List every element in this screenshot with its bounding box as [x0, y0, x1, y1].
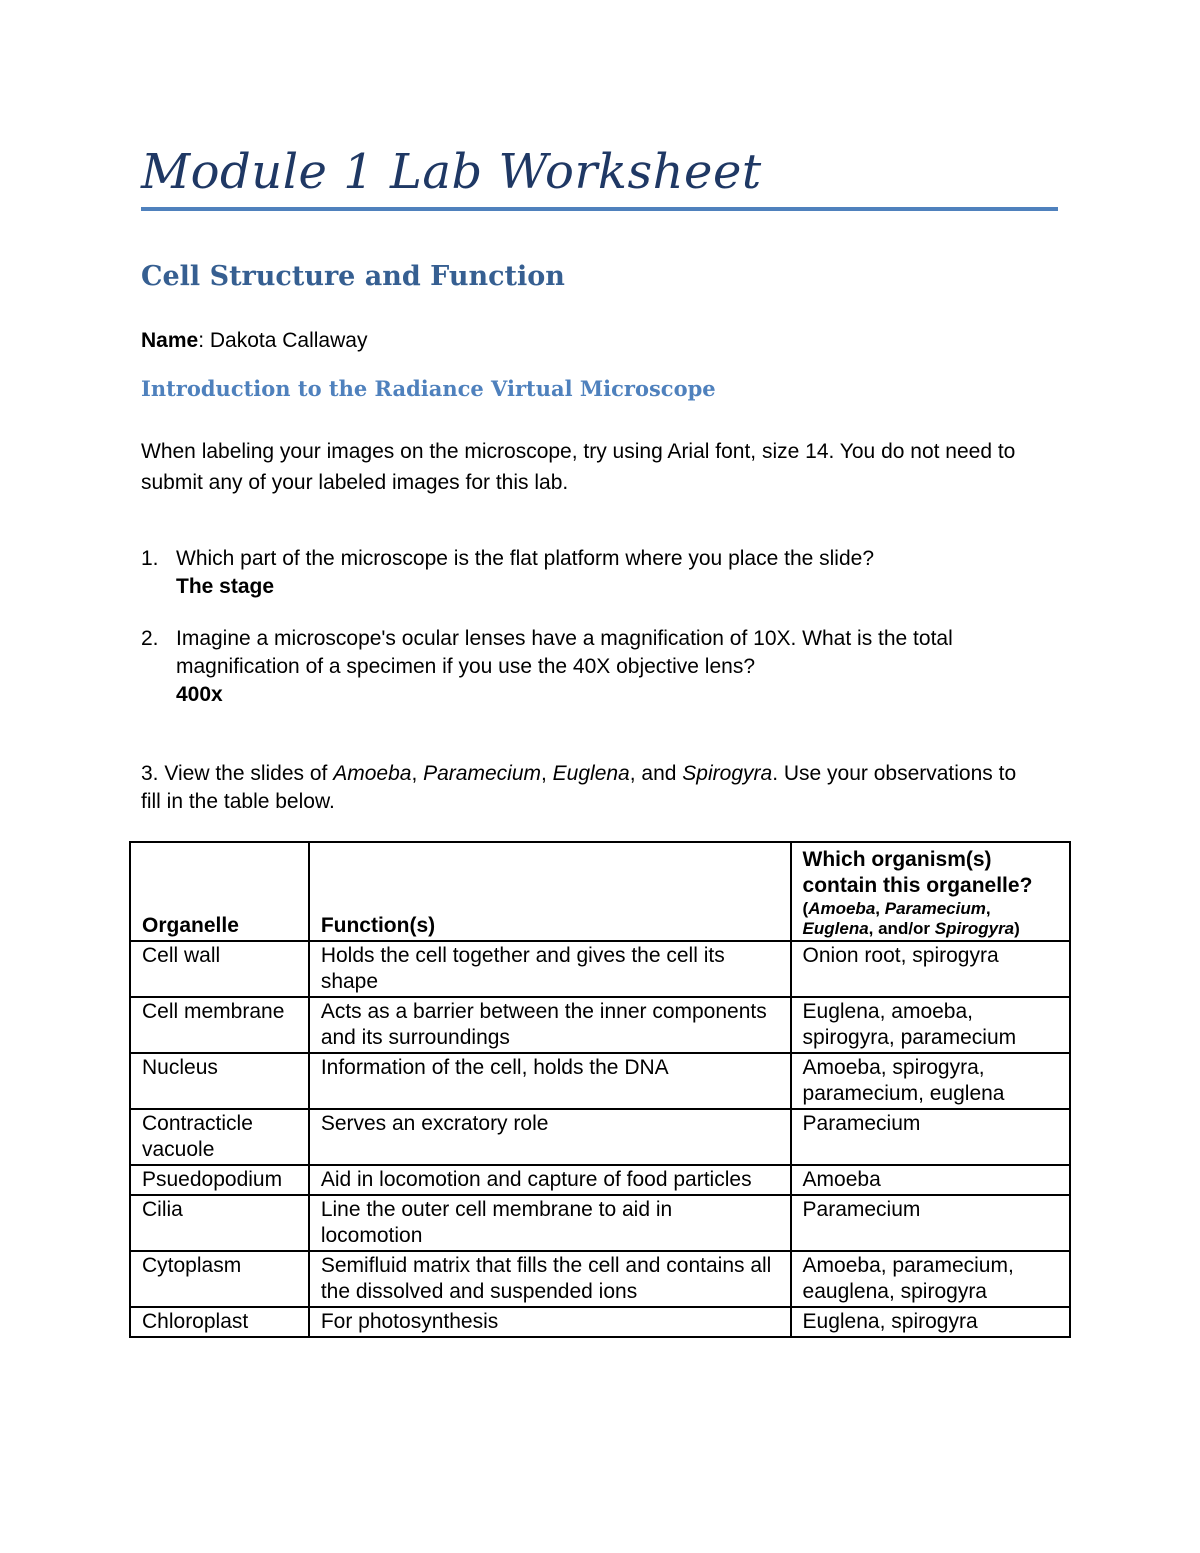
- table-row: [130, 997, 1070, 1053]
- question-2: [141, 625, 1071, 709]
- cell-function: Acts as a barrier between the inner components and its surroundings: [309, 997, 791, 1053]
- table-row: [130, 1165, 1070, 1195]
- header-organisms: [791, 842, 1070, 941]
- question-number: 2.: [141, 627, 159, 650]
- organism-name: Spirogyra: [682, 762, 773, 785]
- note-text: , and/or: [868, 919, 935, 938]
- cell-function: Holds the cell together and gives the cell its shape: [309, 941, 791, 997]
- table-row: [130, 1251, 1070, 1307]
- table-header-row: [130, 842, 1070, 941]
- cell-organelle: Nucleus: [130, 1053, 309, 1109]
- note-organism: Amoeba: [808, 899, 876, 918]
- header-function: Function(s): [309, 842, 791, 941]
- question-text: Which part of the microscope is the flat platform where you place the slide?: [176, 547, 875, 570]
- question-3: [141, 760, 1041, 816]
- cell-organelle: Cytoplasm: [130, 1251, 309, 1307]
- separator: ,: [541, 762, 553, 785]
- cell-organisms: Paramecium: [791, 1195, 1070, 1251]
- organism-name: Euglena: [552, 762, 630, 785]
- cell-organelle: Cell wall: [130, 941, 309, 997]
- cell-organisms: Euglena, amoeba, spirogyra, paramecium: [791, 997, 1070, 1053]
- cell-function: Information of the cell, holds the DNA: [309, 1053, 791, 1109]
- section-heading: Introduction to the Radiance Virtual Microscope: [141, 376, 716, 401]
- table-row: [130, 941, 1070, 997]
- document-title: Module 1 Lab Worksheet: [141, 144, 762, 200]
- organism-name: Paramecium: [423, 762, 541, 785]
- header-organisms-note: [803, 899, 1059, 939]
- table-row: [130, 1195, 1070, 1251]
- cell-function: Line the outer cell membrane to aid in locomotion: [309, 1195, 791, 1251]
- question-number: 1.: [141, 547, 159, 570]
- cell-function: Semifluid matrix that fills the cell and contains all the dissolved and suspended ions: [309, 1251, 791, 1307]
- cell-function: Aid in locomotion and capture of food particles: [309, 1165, 791, 1195]
- cell-organelle: Cilia: [130, 1195, 309, 1251]
- cell-function: Serves an excratory role: [309, 1109, 791, 1165]
- name-label: Name: [141, 329, 199, 352]
- cell-organisms: Amoeba: [791, 1165, 1070, 1195]
- cell-organisms: Amoeba, paramecium, eauglena, spirogyra: [791, 1251, 1070, 1307]
- cell-function: For photosynthesis: [309, 1307, 791, 1337]
- table-row: [130, 1307, 1070, 1337]
- name-line: [141, 327, 367, 355]
- question-text: Imagine a microscope's ocular lenses have a magnification of 10X. What is the total magnification of a specimen if you use the 40X objective lens?: [176, 627, 953, 678]
- cell-organelle: Cell membrane: [130, 997, 309, 1053]
- note-organism: Euglena: [802, 919, 869, 938]
- note-text: ,: [875, 899, 885, 918]
- cell-organisms: Amoeba, spirogyra, paramecium, euglena: [791, 1053, 1070, 1109]
- intro-paragraph: When labeling your images on the microscope, try using Arial font, size 14. You do not need to submit any of your labeled images for this lab.: [141, 440, 1016, 494]
- cell-organelle: Chloroplast: [130, 1307, 309, 1337]
- cell-organisms: Onion root, spirogyra: [791, 941, 1070, 997]
- organelle-table: [129, 841, 1071, 1338]
- note-text: ,: [985, 899, 991, 918]
- question-text: . Use your observations to fill in the table below.: [141, 762, 1017, 813]
- table-row: [130, 1053, 1070, 1109]
- header-organisms-title: Which organism(s) contain this organelle?: [802, 848, 1033, 897]
- question-answer: 400x: [176, 683, 223, 706]
- question-number: 3.: [141, 762, 159, 785]
- question-1: [141, 545, 1071, 601]
- separator: ,: [411, 762, 424, 785]
- organism-name: Amoeba: [333, 762, 412, 785]
- separator: , and: [629, 762, 683, 785]
- header-organelle: Organelle: [130, 842, 309, 941]
- note-organism: Paramecium: [884, 899, 986, 918]
- question-text: View the slides of: [158, 762, 334, 785]
- note-text: (: [802, 899, 809, 918]
- cell-organelle: Psuedopodium: [130, 1165, 309, 1195]
- note-text: ): [1014, 919, 1020, 938]
- name-value: : Dakota Callaway: [198, 329, 368, 352]
- cell-organelle: Contracticle vacuole: [130, 1109, 309, 1165]
- note-organism: Spirogyra: [934, 919, 1015, 938]
- cell-organisms: Paramecium: [791, 1109, 1070, 1165]
- title-underline: [141, 207, 1058, 211]
- question-answer: The stage: [176, 575, 275, 598]
- cell-organisms: Euglena, spirogyra: [791, 1307, 1070, 1337]
- table-row: [130, 1109, 1070, 1165]
- document-subtitle: Cell Structure and Function: [141, 261, 565, 292]
